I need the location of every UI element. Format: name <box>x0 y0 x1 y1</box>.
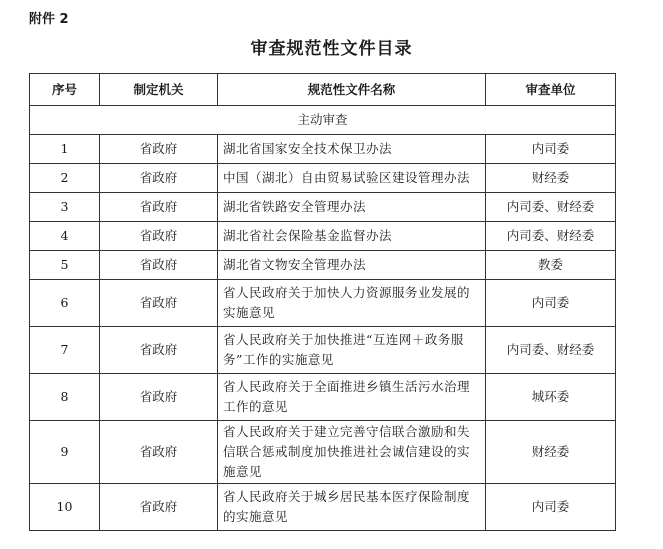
row-number: 8 <box>30 374 100 421</box>
row-number: 4 <box>30 222 100 251</box>
row-document-name: 湖北省国家安全技术保卫办法 <box>218 135 486 164</box>
table-row <box>30 421 616 484</box>
column-header-reviewer: 审查单位 <box>486 74 616 106</box>
row-number: 5 <box>30 251 100 280</box>
row-reviewer: 内司委、财经委 <box>486 193 616 222</box>
row-reviewer: 内司委 <box>486 280 616 327</box>
row-document-name: 省人民政府关于建立完善守信联合激励和失信联合惩戒制度加快推进社会诚信建设的实施意见 <box>218 421 486 484</box>
row-document-name: 省人民政府关于加快人力资源服务业发展的实施意见 <box>218 280 486 327</box>
row-number: 7 <box>30 327 100 374</box>
table-row <box>30 251 616 280</box>
column-header-number: 序号 <box>30 74 100 106</box>
table-row <box>30 164 616 193</box>
table-row <box>30 484 616 531</box>
row-authority: 省政府 <box>100 164 218 193</box>
row-authority: 省政府 <box>100 251 218 280</box>
table-row <box>30 374 616 421</box>
section-label: 主动审查 <box>30 106 616 135</box>
row-number: 3 <box>30 193 100 222</box>
row-reviewer: 内司委、财经委 <box>486 222 616 251</box>
row-number: 9 <box>30 421 100 484</box>
row-authority: 省政府 <box>100 484 218 531</box>
row-authority: 省政府 <box>100 222 218 251</box>
row-authority: 省政府 <box>100 280 218 327</box>
row-authority: 省政府 <box>100 327 218 374</box>
row-document-name: 湖北省铁路安全管理办法 <box>218 193 486 222</box>
table-row <box>30 193 616 222</box>
row-reviewer: 教委 <box>486 251 616 280</box>
attachment-label: 附件 2 <box>29 12 69 27</box>
row-number: 2 <box>30 164 100 193</box>
row-authority: 省政府 <box>100 421 218 484</box>
section-row <box>30 106 616 135</box>
row-number: 1 <box>30 135 100 164</box>
document-catalog-table <box>29 73 616 531</box>
row-authority: 省政府 <box>100 193 218 222</box>
table-row <box>30 222 616 251</box>
row-reviewer: 城环委 <box>486 374 616 421</box>
row-authority: 省政府 <box>100 374 218 421</box>
row-reviewer: 内司委 <box>486 484 616 531</box>
row-document-name: 中国（湖北）自由贸易试验区建设管理办法 <box>218 164 486 193</box>
row-reviewer: 内司委 <box>486 135 616 164</box>
row-document-name: 省人民政府关于城乡居民基本医疗保险制度的实施意见 <box>218 484 486 531</box>
table-row <box>30 327 616 374</box>
row-document-name: 湖北省社会保险基金监督办法 <box>218 222 486 251</box>
row-number: 6 <box>30 280 100 327</box>
row-reviewer: 财经委 <box>486 421 616 484</box>
document-title: 审查规范性文件目录 <box>250 39 413 59</box>
row-reviewer: 内司委、财经委 <box>486 327 616 374</box>
row-number: 10 <box>30 484 100 531</box>
table-header-row <box>30 74 616 106</box>
row-reviewer: 财经委 <box>486 164 616 193</box>
row-document-name: 省人民政府关于加快推进“互连网＋政务服务”工作的实施意见 <box>218 327 486 374</box>
table-row <box>30 135 616 164</box>
table-row <box>30 280 616 327</box>
column-header-authority: 制定机关 <box>100 74 218 106</box>
row-document-name: 省人民政府关于全面推进乡镇生活污水治理工作的意见 <box>218 374 486 421</box>
row-document-name: 湖北省文物安全管理办法 <box>218 251 486 280</box>
row-authority: 省政府 <box>100 135 218 164</box>
column-header-document-name: 规范性文件名称 <box>218 74 486 106</box>
